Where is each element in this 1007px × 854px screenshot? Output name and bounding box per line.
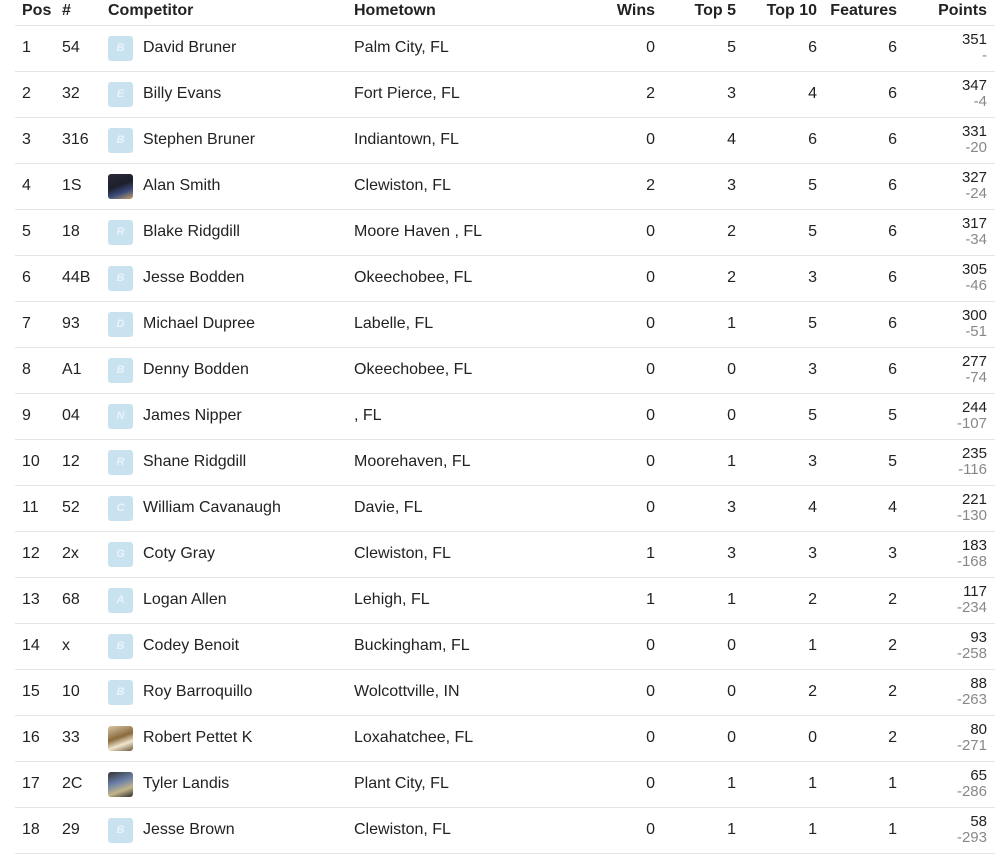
wins-cell: 0 — [646, 729, 655, 746]
pos-cell: 8 — [22, 361, 31, 378]
avatar-initial: R — [116, 456, 125, 468]
wins-cell: 0 — [646, 131, 655, 148]
avatar-initial: B — [116, 364, 125, 376]
top10-cell: 3 — [808, 269, 817, 286]
avatar-initial — [108, 726, 133, 751]
top10-cell: 0 — [808, 729, 817, 746]
features-cell: 1 — [888, 775, 897, 792]
hometown-cell: Moorehaven, FL — [354, 453, 471, 470]
competitor-name-link[interactable]: Robert Pettet K — [143, 729, 253, 746]
competitor-avatar[interactable] — [108, 404, 133, 429]
hometown-cell: Okeechobee, FL — [354, 361, 473, 378]
avatar-initial: E — [116, 88, 125, 100]
hometown-cell: Clewiston, FL — [354, 177, 451, 194]
pos-cell: 13 — [22, 591, 40, 608]
hometown-cell: Wolcottville, IN — [354, 683, 460, 700]
features-cell: 6 — [888, 315, 897, 332]
competitor-name-link[interactable]: Jesse Brown — [143, 821, 235, 838]
pos-cell: 9 — [22, 407, 31, 424]
features-cell: 6 — [888, 361, 897, 378]
top5-cell: 0 — [727, 729, 736, 746]
features-cell: 6 — [888, 269, 897, 286]
avatar-initial: B — [116, 824, 125, 836]
competitor-name-link[interactable]: Roy Barroquillo — [143, 683, 253, 700]
wins-cell: 0 — [646, 39, 655, 56]
points-cell: 351 — [961, 31, 987, 48]
car-number-cell: 33 — [62, 729, 80, 746]
car-number-cell: 44B — [62, 269, 91, 286]
competitor-avatar[interactable] — [108, 128, 133, 153]
points-gap-cell: -168 — [956, 553, 987, 570]
competitor-avatar[interactable] — [108, 680, 133, 705]
top10-cell: 5 — [808, 177, 817, 194]
competitor-name-link[interactable]: Billy Evans — [143, 85, 222, 102]
avatar-initial: D — [116, 318, 125, 330]
wins-cell: 0 — [646, 775, 655, 792]
top5-cell: 1 — [727, 315, 736, 332]
wins-cell: 2 — [646, 177, 655, 194]
hometown-cell: , FL — [354, 407, 382, 424]
top5-cell: 0 — [727, 407, 736, 424]
hometown-cell: Indiantown, FL — [354, 131, 459, 148]
points-gap-cell: -24 — [965, 185, 987, 202]
wins-cell: 0 — [646, 223, 655, 240]
points-gap-cell: -74 — [965, 369, 987, 386]
features-cell: 2 — [888, 591, 897, 608]
wins-cell: 0 — [646, 499, 655, 516]
table-row[interactable] — [15, 302, 995, 348]
wins-cell: 0 — [646, 637, 655, 654]
top10-cell: 2 — [808, 591, 817, 608]
features-cell: 6 — [888, 39, 897, 56]
competitor-name-link[interactable]: Shane Ridgdill — [143, 453, 247, 470]
car-number-cell: 12 — [62, 453, 80, 470]
table-row[interactable] — [15, 532, 995, 578]
hometown-cell: Clewiston, FL — [354, 545, 451, 562]
table-row[interactable] — [15, 118, 995, 164]
competitor-avatar[interactable] — [108, 496, 133, 521]
pos-cell: 11 — [22, 499, 39, 516]
features-cell: 2 — [888, 637, 897, 654]
features-cell: 3 — [888, 545, 897, 562]
top10-cell: 3 — [808, 361, 817, 378]
top5-cell: 4 — [727, 131, 736, 148]
car-number-cell: x — [62, 637, 70, 654]
col-points-header[interactable]: Points — [938, 2, 987, 19]
avatar-initial: N — [116, 410, 125, 422]
points-gap-cell: -286 — [956, 783, 987, 800]
top10-cell: 5 — [808, 315, 817, 332]
competitor-avatar[interactable] — [108, 726, 133, 751]
wins-cell: 0 — [646, 269, 655, 286]
avatar-initial: B — [116, 272, 125, 284]
avatar-initial: A — [116, 594, 125, 606]
top5-cell: 5 — [727, 39, 736, 56]
wins-cell: 0 — [646, 453, 655, 470]
table-row[interactable] — [15, 624, 995, 670]
top5-cell: 3 — [727, 499, 736, 516]
car-number-cell: 2x — [62, 545, 79, 562]
points-gap-cell: -116 — [958, 461, 987, 478]
wins-cell: 0 — [646, 361, 655, 378]
car-number-cell: 52 — [62, 499, 80, 516]
points-gap-cell: -263 — [956, 691, 987, 708]
top5-cell: 1 — [727, 775, 736, 792]
points-gap-cell: -20 — [965, 139, 987, 156]
features-cell: 4 — [888, 499, 897, 516]
avatar-initial: B — [116, 134, 125, 146]
top10-cell: 4 — [808, 499, 817, 516]
points-cell: 305 — [961, 261, 987, 278]
car-number-cell: 93 — [62, 315, 80, 332]
competitor-name-link[interactable]: Stephen Bruner — [143, 131, 256, 148]
competitor-name-link[interactable]: William Cavanaugh — [143, 499, 281, 516]
top10-cell: 1 — [808, 775, 817, 792]
competitor-avatar[interactable] — [108, 36, 133, 61]
competitor-name-link[interactable]: Coty Gray — [143, 545, 216, 562]
competitor-avatar[interactable] — [108, 588, 133, 613]
pos-cell: 5 — [22, 223, 31, 240]
hometown-cell: Loxahatchee, FL — [354, 729, 474, 746]
hometown-cell: Clewiston, FL — [354, 821, 451, 838]
points-gap-cell: -130 — [956, 507, 987, 524]
competitor-name-link[interactable]: Jesse Bodden — [143, 269, 245, 286]
col-number-header[interactable]: # — [62, 2, 71, 19]
avatar-initial — [108, 772, 133, 797]
top5-cell: 2 — [727, 223, 736, 240]
wins-cell: 1 — [646, 545, 655, 562]
col-hometown-header[interactable]: Hometown — [354, 2, 436, 19]
points-cell: 88 — [970, 675, 987, 692]
points-gap-cell: -34 — [965, 231, 987, 248]
points-gap-cell: -293 — [956, 829, 987, 846]
competitor-avatar[interactable] — [108, 542, 133, 567]
pos-cell: 15 — [22, 683, 40, 700]
competitor-avatar[interactable] — [108, 82, 133, 107]
competitor-avatar[interactable] — [108, 312, 133, 337]
avatar-initial: B — [116, 640, 125, 652]
wins-cell: 1 — [646, 591, 655, 608]
avatar-initial: C — [116, 502, 125, 514]
table-row[interactable] — [15, 256, 995, 302]
table-row[interactable] — [15, 348, 995, 394]
features-cell: 5 — [888, 407, 897, 424]
col-features-header[interactable]: Features — [830, 2, 897, 19]
top5-cell: 1 — [727, 591, 736, 608]
top10-cell: 1 — [808, 637, 817, 654]
competitor-name-link[interactable]: Tyler Landis — [143, 775, 230, 792]
top10-cell: 3 — [808, 545, 817, 562]
competitor-avatar[interactable] — [108, 634, 133, 659]
pos-cell: 10 — [22, 453, 40, 470]
points-cell: 327 — [961, 169, 987, 186]
table-row[interactable] — [15, 578, 995, 624]
features-cell: 5 — [888, 453, 897, 470]
features-cell: 6 — [888, 223, 897, 240]
competitor-name-link[interactable]: Codey Benoit — [143, 637, 240, 654]
points-cell: 183 — [961, 537, 987, 554]
competitor-name-link[interactable]: Denny Bodden — [143, 361, 249, 378]
top5-cell: 0 — [727, 683, 736, 700]
features-cell: 2 — [888, 683, 897, 700]
car-number-cell: 29 — [62, 821, 80, 838]
hometown-cell: Labelle, FL — [354, 315, 434, 332]
top10-cell: 6 — [808, 131, 817, 148]
wins-cell: 2 — [646, 85, 655, 102]
pos-cell: 3 — [22, 131, 31, 148]
hometown-cell: Palm City, FL — [354, 39, 449, 56]
pos-cell: 17 — [22, 775, 40, 792]
points-gap-cell: - — [982, 47, 987, 64]
pos-cell: 1 — [22, 39, 31, 56]
competitor-name-link[interactable]: David Bruner — [143, 39, 237, 56]
pos-cell: 2 — [22, 85, 31, 102]
car-number-cell: 316 — [62, 131, 89, 148]
wins-cell: 0 — [646, 407, 655, 424]
hometown-cell: Plant City, FL — [354, 775, 449, 792]
avatar-initial: R — [116, 226, 125, 238]
hometown-cell: Moore Haven , FL — [354, 223, 483, 240]
wins-cell: 0 — [646, 821, 655, 838]
standings-table — [15, 0, 995, 854]
table-row[interactable] — [15, 26, 995, 72]
points-cell: 317 — [961, 215, 987, 232]
points-cell: 300 — [961, 307, 987, 324]
competitor-name-link[interactable]: Logan Allen — [143, 591, 227, 608]
table-row[interactable] — [15, 762, 995, 808]
pos-cell: 7 — [22, 315, 31, 332]
features-cell: 1 — [888, 821, 897, 838]
pos-cell: 16 — [22, 729, 40, 746]
hometown-cell: Davie, FL — [354, 499, 423, 516]
hometown-cell: Buckingham, FL — [354, 637, 470, 654]
features-cell: 6 — [888, 131, 897, 148]
points-cell: 244 — [961, 399, 987, 416]
top10-cell: 2 — [808, 683, 817, 700]
car-number-cell: 10 — [62, 683, 80, 700]
competitor-name-link[interactable]: Blake Ridgdill — [143, 223, 240, 240]
top10-cell: 5 — [808, 407, 817, 424]
table-header — [15, 0, 995, 26]
top10-cell: 6 — [808, 39, 817, 56]
points-cell: 80 — [970, 721, 987, 738]
wins-cell: 0 — [646, 683, 655, 700]
pos-cell: 14 — [22, 637, 40, 654]
top5-cell: 3 — [727, 177, 736, 194]
competitor-avatar[interactable] — [108, 220, 133, 245]
points-cell: 93 — [970, 629, 987, 646]
points-cell: 117 — [963, 583, 987, 600]
top5-cell: 3 — [727, 545, 736, 562]
car-number-cell: 68 — [62, 591, 80, 608]
competitor-name-link[interactable]: James Nipper — [143, 407, 242, 424]
points-cell: 235 — [961, 445, 987, 462]
top5-cell: 3 — [727, 85, 736, 102]
car-number-cell: 04 — [62, 407, 80, 424]
table-row[interactable] — [15, 808, 995, 854]
hometown-cell: Okeechobee, FL — [354, 269, 473, 286]
points-gap-cell: -51 — [965, 323, 987, 340]
top5-cell: 2 — [727, 269, 736, 286]
col-top10-header[interactable]: Top 10 — [766, 2, 817, 19]
points-gap-cell: -4 — [973, 93, 987, 110]
pos-cell: 12 — [22, 545, 40, 562]
col-top5-header[interactable]: Top 5 — [694, 2, 736, 19]
car-number-cell: 32 — [62, 85, 80, 102]
competitor-avatar[interactable] — [108, 174, 133, 199]
pos-cell: 18 — [22, 821, 40, 838]
pos-cell: 4 — [22, 177, 31, 194]
competitor-avatar[interactable] — [108, 450, 133, 475]
pos-cell: 6 — [22, 269, 31, 286]
table-row[interactable] — [15, 440, 995, 486]
top10-cell: 4 — [808, 85, 817, 102]
car-number-cell: A1 — [62, 361, 82, 378]
car-number-cell: 1S — [62, 177, 82, 194]
col-wins-header[interactable]: Wins — [616, 2, 655, 19]
competitor-name-link[interactable]: Alan Smith — [143, 177, 221, 194]
car-number-cell: 18 — [62, 223, 80, 240]
features-cell: 6 — [888, 177, 897, 194]
avatar-initial — [108, 174, 133, 199]
table-row[interactable] — [15, 394, 995, 440]
points-gap-cell: -46 — [965, 277, 987, 294]
car-number-cell: 54 — [62, 39, 80, 56]
hometown-cell: Fort Pierce, FL — [354, 85, 460, 102]
col-competitor-header[interactable]: Competitor — [108, 2, 194, 19]
features-cell: 2 — [888, 729, 897, 746]
avatar-initial: B — [116, 686, 125, 698]
points-gap-cell: -258 — [956, 645, 987, 662]
table-row[interactable] — [15, 716, 995, 762]
competitor-avatar[interactable] — [108, 818, 133, 843]
top5-cell: 1 — [727, 453, 736, 470]
top10-cell: 5 — [808, 223, 817, 240]
points-gap-cell: -107 — [956, 415, 987, 432]
features-cell: 6 — [888, 85, 897, 102]
points-gap-cell: -234 — [956, 599, 987, 616]
avatar-initial: G — [116, 548, 125, 560]
points-cell: 221 — [961, 491, 987, 508]
table-body — [15, 26, 995, 854]
points-gap-cell: -271 — [956, 737, 987, 754]
competitor-avatar[interactable] — [108, 358, 133, 383]
competitor-avatar[interactable] — [108, 772, 133, 797]
top10-cell: 1 — [808, 821, 817, 838]
table-row[interactable] — [15, 72, 995, 118]
top5-cell: 0 — [727, 637, 736, 654]
col-pos-header[interactable]: Pos — [22, 2, 52, 19]
competitor-name-link[interactable]: Michael Dupree — [143, 315, 256, 332]
points-cell: 65 — [970, 767, 987, 784]
points-cell: 347 — [961, 77, 987, 94]
wins-cell: 0 — [646, 315, 655, 332]
hometown-cell: Lehigh, FL — [354, 591, 430, 608]
top5-cell: 1 — [727, 821, 736, 838]
top10-cell: 3 — [808, 453, 817, 470]
table-row[interactable] — [15, 210, 995, 256]
points-cell: 277 — [961, 353, 987, 370]
points-cell: 58 — [970, 813, 987, 830]
avatar-initial: B — [116, 42, 125, 54]
competitor-avatar[interactable] — [108, 266, 133, 291]
table-row[interactable] — [15, 486, 995, 532]
table-row[interactable] — [15, 670, 995, 716]
top5-cell: 0 — [727, 361, 736, 378]
car-number-cell: 2C — [62, 775, 83, 792]
points-cell: 331 — [961, 123, 987, 140]
table-row[interactable] — [15, 164, 995, 210]
